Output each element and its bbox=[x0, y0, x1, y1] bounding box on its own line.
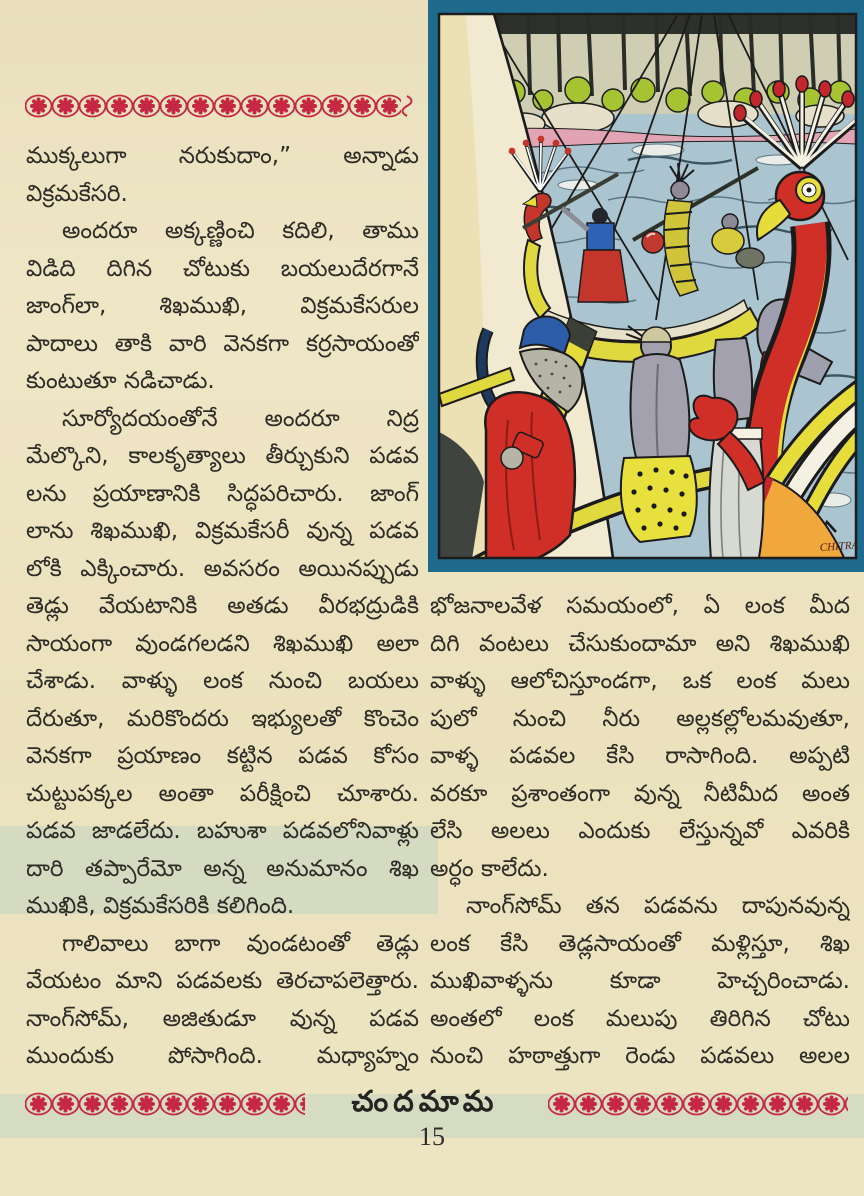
left-text-column bbox=[26, 138, 419, 1076]
mail-glove bbox=[501, 447, 523, 469]
text-line: ముక్కలుగా నరుకుదాం,” అన్నాడు bbox=[26, 143, 419, 169]
text-line: తెడ్లు వేయటానికి అతడు వీరభద్రుడికి bbox=[26, 593, 419, 619]
text-line: అందరూ అక్కణ్ణించి కదిలి, తాము bbox=[62, 218, 419, 244]
text-line: వేయటం మాని పడవలకు తెరచాపలెత్తారు. bbox=[26, 968, 419, 994]
flower-chain-icon bbox=[25, 1086, 305, 1122]
text-line: లను ప్రయాణానికి సిద్ధపరిచారు. జాంగ్ bbox=[26, 480, 419, 507]
text-line: అంతలో లంక మలుపు తిరిగిన చోటు bbox=[430, 1005, 850, 1032]
text-line: దేరుతూ, మరికొందరు ఇభ్యులతో కొంచెం bbox=[26, 705, 419, 732]
text-line: లంక కేసి తెడ్లసాయంతో మళ్లిస్తూ, శిఖ bbox=[430, 930, 850, 957]
text-line: చుట్టుపక్కల అంతా పరీక్షించి చూశారు. bbox=[26, 780, 419, 807]
text-line: చేశాడు. వాళ్ళు లంక నుంచి బయలు bbox=[26, 668, 419, 694]
text-line: దారి తప్పారేమో అన్న అనుమానం శిఖ bbox=[26, 855, 419, 882]
text-line: వాళ్ళ పడవల కేసి రాసాగింది. అప్పటి bbox=[430, 743, 850, 769]
text-line: పాదాలు తాకి వారి వెనకగా కర్రసాయంతో bbox=[26, 330, 419, 357]
text-line: లేసి అలలు ఎందుకు లేస్తున్నవో ఎవరికి bbox=[430, 818, 850, 844]
text-line: గాలివాలు బాగా వుండటంతో తెడ్లు bbox=[62, 930, 419, 957]
text-line: జాంగ్‌లా, శిఖముఖి, విక్రమకేసరుల bbox=[26, 293, 419, 319]
text-line: విక్రమకేసరి. bbox=[26, 180, 128, 207]
text-line: మేల్కొని, కాలకృత్యాలు తీర్చుకుని పడవ bbox=[26, 443, 419, 469]
text-line: లోకి ఎక్కించారు. అవసరం అయినప్పుడు bbox=[26, 555, 419, 582]
text-line: అర్ధం కాలేదు. bbox=[430, 855, 549, 882]
text-line: వరకూ ప్రశాంతంగా వున్న నీటిమీద అంత bbox=[430, 780, 850, 807]
text-line: కుంటుతూ నడిచాడు. bbox=[26, 368, 215, 394]
flower-chain-icon bbox=[548, 1086, 848, 1122]
polka-dot-cloth bbox=[621, 456, 697, 542]
text-line: పడవ జాడలేదు. బహుశా పడవలోనివాళ్లు bbox=[26, 818, 419, 844]
text-line: నాంగ్‌సోమ్, అజితుడూ వున్న పడవ bbox=[26, 1005, 419, 1032]
text-line: సూర్యోదయంతోనే అందరూ నిద్ర bbox=[62, 405, 419, 432]
magazine-title: చందమామ bbox=[351, 1084, 499, 1118]
text-line: విడిది దిగిన చోటుకు బయలుదేరగానే bbox=[26, 255, 419, 282]
text-line: భోజనాలవేళ సమయంలో, ఏ లంక మీద bbox=[430, 593, 850, 619]
text-line: లాను శిఖముఖి, విక్రమకేసరీ వున్న పడవ bbox=[26, 518, 419, 544]
text-line: దిగి వంటలు చేసుకుందామా అని శిఖముఖి bbox=[430, 630, 850, 657]
text-line: వెనకగా ప్రయాణం కట్టిన పడవ కోసం bbox=[26, 743, 419, 769]
text-line: సాయంగా వుండగలడని శిఖముఖి అలా bbox=[26, 630, 419, 657]
text-line: వాళ్ళు ఆలోచిస్తూండగా, ఒక లంక మలు bbox=[430, 668, 850, 694]
page-number: 15 bbox=[419, 1122, 445, 1151]
text-line: నాంగ్‌సోమ్ తన పడవను దాపునవున్న bbox=[466, 893, 850, 919]
text-line: పులో నుంచి నీరు అల్లకల్లోలమవుతూ, bbox=[430, 705, 850, 732]
header-ornament-border bbox=[25, 88, 417, 124]
peacock-eye bbox=[796, 177, 822, 203]
story-illustration bbox=[428, 0, 864, 572]
border-end-curl-icon bbox=[403, 96, 412, 116]
text-line: ముఖివాళ్ళను కూడా హెచ్చరించాడు. bbox=[430, 968, 850, 994]
text-line: ముందుకు పోసాగింది. మధ్యాహ్నం bbox=[26, 1043, 419, 1069]
right-text-column bbox=[430, 588, 850, 1076]
footer-ornament-right bbox=[548, 1086, 848, 1122]
flower-chain-icon bbox=[25, 88, 401, 124]
artist-signature: CHITRA bbox=[819, 539, 859, 554]
text-line: నుంచి హఠాత్తుగా రెండు పడవలు అలల bbox=[430, 1043, 850, 1069]
footer-ornament-left bbox=[25, 1086, 305, 1122]
text-line: ముఖికి, విక్రమకేసరికి కలిగింది. bbox=[26, 893, 295, 919]
round-pot bbox=[642, 231, 664, 253]
